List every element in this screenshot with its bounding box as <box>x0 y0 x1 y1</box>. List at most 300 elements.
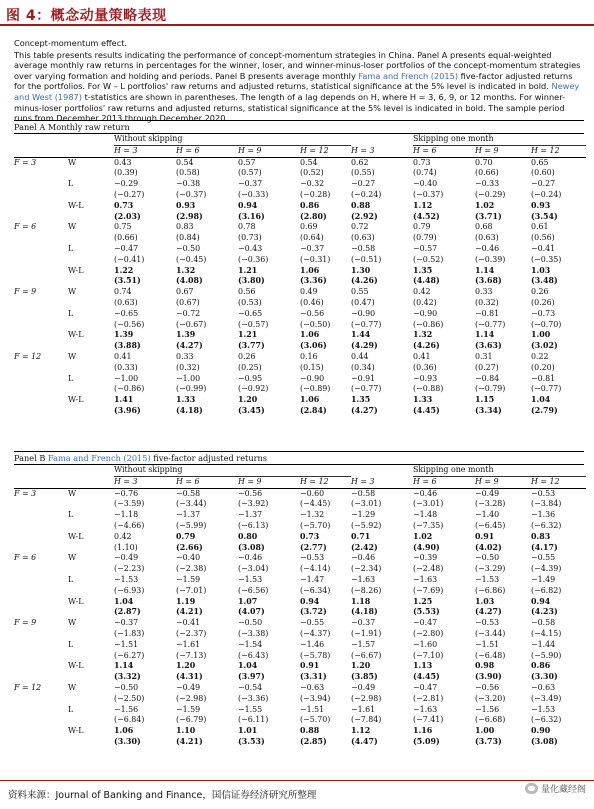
blank-cell <box>68 134 114 145</box>
t-statistic: (0.52) <box>300 168 324 178</box>
t-statistic: (3.08) <box>531 736 558 746</box>
return-value: 0.79 <box>413 222 431 232</box>
return-value: −1.37 <box>176 510 201 520</box>
return-value: 0.79 <box>176 531 196 541</box>
return-value: 0.68 <box>475 222 493 232</box>
t-statistic: (−0.51) <box>351 254 382 264</box>
return-value: −0.40 <box>413 179 438 189</box>
return-value: 1.15 <box>475 395 495 405</box>
t-statistic: (0.84) <box>176 233 200 243</box>
t-statistic: (−0.37) <box>176 189 207 199</box>
t-statistic: (−0.86) <box>114 384 145 394</box>
table-row <box>14 705 586 716</box>
t-statistic: (2.87) <box>114 607 141 617</box>
return-value: −0.56 <box>238 488 300 499</box>
return-value: 1.14 <box>475 265 495 275</box>
title-rule <box>0 24 594 26</box>
return-value: −1.54 <box>238 639 263 649</box>
blank-cell <box>14 629 68 640</box>
tstat-row <box>14 406 586 417</box>
t-statistic: (0.56) <box>531 233 555 243</box>
return-value: −0.93 <box>413 373 438 383</box>
return-value: 1.02 <box>475 200 495 210</box>
t-statistic: (3.54) <box>531 211 558 221</box>
t-statistic: (−1.83) <box>114 628 145 638</box>
portfolio-label: W <box>68 222 77 232</box>
return-value: −0.40 <box>176 553 201 563</box>
return-value: 0.33 <box>176 351 194 361</box>
return-value: −0.73 <box>531 308 556 318</box>
t-statistic: (−0.77) <box>475 319 506 329</box>
return-value: −1.44 <box>531 639 556 649</box>
t-statistic: (−6.13) <box>238 520 269 530</box>
panel-a-table <box>14 134 586 417</box>
return-value: −1.00 <box>176 373 201 383</box>
t-statistic: (3.32) <box>114 672 141 682</box>
t-statistic: (−0.37) <box>413 189 444 199</box>
table-row <box>14 532 586 543</box>
blank-cell <box>14 715 68 726</box>
group-label-skipping-one-month: Skipping one month <box>413 134 586 145</box>
blank-cell <box>14 363 68 374</box>
return-value: 1.35 <box>351 395 371 405</box>
blank-cell <box>68 255 114 266</box>
table-row <box>14 266 586 277</box>
return-value: −0.53 <box>300 553 325 563</box>
t-statistic: (−0.45) <box>176 254 207 264</box>
return-value: 1.01 <box>238 726 258 736</box>
table-row <box>14 374 586 385</box>
t-statistic: (−6.56) <box>238 585 269 595</box>
t-statistic: (−0.92) <box>238 384 269 394</box>
tstat-row <box>14 168 586 179</box>
t-statistic: (4.17) <box>531 542 558 552</box>
t-statistic: (0.66) <box>114 233 138 243</box>
t-statistic: (−6.34) <box>300 585 331 595</box>
blank-cell <box>14 476 68 488</box>
figure-title: 图 4：概念动量策略表现 <box>6 8 167 24</box>
blank-cell <box>68 564 114 575</box>
t-statistic: (3.31) <box>300 672 327 682</box>
table-row <box>14 222 586 233</box>
return-value: 0.98 <box>475 661 495 671</box>
return-value: −1.51 <box>114 639 139 649</box>
return-value: 0.93 <box>531 200 551 210</box>
t-statistic: (3.16) <box>238 211 265 221</box>
t-statistic: (−3.29) <box>475 564 506 574</box>
t-statistic: (−6.93) <box>114 585 145 595</box>
t-statistic: (−0.99) <box>176 384 207 394</box>
formation-period-label: F = 12 <box>14 682 42 692</box>
blank-cell <box>14 726 68 737</box>
return-value: −1.29 <box>351 510 376 520</box>
t-statistic: (3.85) <box>351 672 378 682</box>
return-value: 1.12 <box>413 200 433 210</box>
portfolio-label: W-L <box>68 596 84 606</box>
t-statistic: (−3.92) <box>238 499 269 509</box>
t-statistic: (−4.37) <box>300 628 331 638</box>
return-value: 0.42 <box>413 287 431 297</box>
return-value: 0.86 <box>531 661 551 671</box>
return-value: 0.16 <box>300 351 318 361</box>
return-value: −0.56 <box>475 682 500 692</box>
tstat-row <box>14 672 586 683</box>
t-statistic: (4.02) <box>475 542 502 552</box>
t-statistic: (3.63) <box>475 341 502 351</box>
t-statistic: (0.55) <box>351 168 375 178</box>
t-statistic: (−6.82) <box>531 585 562 595</box>
return-value: −1.56 <box>114 704 139 714</box>
portfolio-label: W <box>68 287 77 297</box>
table-row <box>14 640 586 651</box>
portfolio-label: W <box>68 682 77 692</box>
panel-a-title <box>14 120 584 134</box>
return-value: 1.12 <box>351 726 371 736</box>
t-statistic: (2.84) <box>300 405 327 415</box>
blank-cell <box>14 190 68 201</box>
return-value: 0.83 <box>531 531 551 541</box>
table-row <box>14 575 586 586</box>
t-statistic: (0.60) <box>531 168 555 178</box>
t-statistic: (4.18) <box>351 607 378 617</box>
tstat-row <box>14 276 586 287</box>
t-statistic: (−3.84) <box>531 499 562 509</box>
return-value: 0.73 <box>300 531 320 541</box>
formation-period-label: F = 6 <box>14 553 37 563</box>
return-value: 1.06 <box>300 395 320 405</box>
return-value: −0.65 <box>114 308 139 318</box>
return-value: 0.61 <box>531 222 549 232</box>
t-statistic: (−2.37) <box>176 628 207 638</box>
blank-cell <box>68 341 114 352</box>
return-value: −0.46 <box>351 553 376 563</box>
t-statistic: (4.21) <box>176 736 203 746</box>
t-statistic: (−5.92) <box>351 520 382 530</box>
t-statistic: (3.80) <box>238 276 265 286</box>
blank-cell <box>14 607 68 618</box>
t-statistic: (−3.44) <box>176 499 207 509</box>
t-statistic: (−2.98) <box>351 693 382 703</box>
blank-cell <box>14 134 68 145</box>
blank-cell <box>14 737 68 748</box>
return-value: −1.56 <box>475 704 500 714</box>
return-value: 0.31 <box>475 351 493 361</box>
blank-cell <box>68 651 114 662</box>
caption-title: Concept-momentum effect. <box>14 38 128 48</box>
return-value: −0.53 <box>475 618 500 628</box>
blank-cell <box>68 320 114 331</box>
tstat-row <box>14 629 586 640</box>
return-value: 0.93 <box>176 200 196 210</box>
return-value: −0.46 <box>238 553 263 563</box>
blank-cell <box>14 465 68 476</box>
return-value: 1.19 <box>176 596 196 606</box>
blank-cell <box>14 244 68 255</box>
return-value: −0.27 <box>351 179 376 189</box>
return-value: −0.72 <box>176 308 201 318</box>
holding-period-label: H = 3 <box>351 476 375 486</box>
t-statistic: (−6.67) <box>351 650 382 660</box>
t-statistic: (−0.88) <box>413 384 444 394</box>
return-value: 1.02 <box>413 531 433 541</box>
tstat-row <box>14 564 586 575</box>
return-value: −0.46 <box>413 488 475 499</box>
t-statistic: (−7.13) <box>176 650 207 660</box>
holding-period-label: H = 6 <box>176 145 200 155</box>
blank-cell <box>14 694 68 705</box>
t-statistic: (−0.70) <box>531 319 562 329</box>
t-statistic: (−3.44) <box>475 628 506 638</box>
t-statistic: (5.09) <box>413 736 440 746</box>
figure-title-bar <box>0 0 594 28</box>
return-value: −0.49 <box>114 553 139 563</box>
t-statistic: (−3.28) <box>475 499 506 509</box>
t-statistic: (−3.36) <box>238 693 269 703</box>
t-statistic: (−7.41) <box>413 715 444 725</box>
panel-b-title-prefix: Panel B <box>14 453 48 463</box>
citation-link-fama-french[interactable]: Fama and French (2015) <box>358 70 459 81</box>
caption-body <box>14 50 582 124</box>
blank-cell <box>14 651 68 662</box>
return-value: −0.91 <box>351 373 376 383</box>
return-value: −0.41 <box>531 243 556 253</box>
return-value: 0.88 <box>300 726 320 736</box>
blank-cell <box>68 715 114 726</box>
t-statistic: (−2.34) <box>351 564 382 574</box>
t-statistic: (−0.67) <box>176 319 207 329</box>
tstat-row <box>14 255 586 266</box>
t-statistic: (−3.01) <box>413 499 444 509</box>
portfolio-label: W-L <box>68 726 84 736</box>
t-statistic: (3.30) <box>114 736 141 746</box>
t-statistic: (0.46) <box>300 297 324 307</box>
t-statistic: (0.73) <box>238 233 262 243</box>
blank-cell <box>14 532 68 543</box>
t-statistic: (2.42) <box>351 542 378 552</box>
blank-cell <box>351 465 413 476</box>
return-value: −0.57 <box>413 243 438 253</box>
blank-cell <box>68 276 114 287</box>
table-row <box>14 352 586 363</box>
panel-b-table <box>14 465 586 748</box>
t-statistic: (4.21) <box>176 607 203 617</box>
source-note: 资料来源：Journal of Banking and Finance，国信证券经济研究所整理 <box>8 790 317 801</box>
t-statistic: (0.66) <box>475 168 499 178</box>
holding-period-label: H = 6 <box>413 476 437 486</box>
t-statistic: (−6.27) <box>114 650 145 660</box>
t-statistic: (4.48) <box>413 276 440 286</box>
formation-period-label: F = 3 <box>14 488 68 499</box>
t-statistic: (−0.50) <box>300 319 331 329</box>
blank-cell <box>14 521 68 532</box>
blank-cell <box>68 521 114 532</box>
t-statistic: (−3.94) <box>300 693 331 703</box>
blank-cell <box>14 672 68 683</box>
watermark-text: 量化藏经阁 <box>540 785 586 795</box>
return-value: 1.44 <box>351 330 371 340</box>
tstat-row <box>14 384 586 395</box>
t-statistic: (3.77) <box>238 341 265 351</box>
return-value: −1.53 <box>114 574 139 584</box>
t-statistic: (−2.50) <box>114 693 145 703</box>
table-row <box>14 597 586 608</box>
return-value: 1.33 <box>413 395 433 405</box>
t-statistic: (0.63) <box>475 233 499 243</box>
portfolio-label: W-L <box>68 531 84 541</box>
return-value: −1.40 <box>475 510 500 520</box>
t-statistic: (−7.84) <box>351 715 382 725</box>
t-statistic: (−0.27) <box>114 189 145 199</box>
t-statistic: (0.27) <box>475 362 499 372</box>
t-statistic: (4.26) <box>351 276 378 286</box>
return-value: 1.22 <box>114 265 134 275</box>
tstat-row <box>14 298 586 309</box>
return-value: −0.46 <box>475 243 500 253</box>
formation-period-label: F = 12 <box>14 351 42 361</box>
return-value: −0.90 <box>413 308 438 318</box>
holding-period-label: H = 6 <box>413 145 437 155</box>
return-value: 0.26 <box>238 351 256 361</box>
group-header-row <box>14 465 586 476</box>
t-statistic: (3.72) <box>300 607 327 617</box>
t-statistic: (0.15) <box>300 362 324 372</box>
blank-cell <box>14 233 68 244</box>
return-value: −0.84 <box>475 373 500 383</box>
t-statistic: (3.45) <box>238 405 265 415</box>
tstat-row <box>14 607 586 618</box>
return-value: −0.55 <box>300 618 325 628</box>
t-statistic: (−2.80) <box>413 628 444 638</box>
return-value: −0.49 <box>176 682 201 692</box>
t-statistic: (0.36) <box>413 362 437 372</box>
return-value: 0.70 <box>475 157 531 168</box>
table-row <box>14 395 586 406</box>
tstat-row <box>14 233 586 244</box>
return-value: −1.47 <box>300 574 325 584</box>
return-value: −0.95 <box>238 373 263 383</box>
return-value: −0.38 <box>176 179 201 189</box>
return-value: 0.54 <box>300 157 351 168</box>
return-value: −1.60 <box>413 639 438 649</box>
blank-cell <box>14 168 68 179</box>
return-value: 1.18 <box>351 596 371 606</box>
t-statistic: (−5.70) <box>300 520 331 530</box>
t-statistic: (−1.91) <box>351 628 382 638</box>
t-statistic: (2.79) <box>531 405 558 415</box>
return-value: 1.06 <box>114 726 134 736</box>
return-value: −0.90 <box>351 308 376 318</box>
return-value: −0.29 <box>114 179 139 189</box>
tstat-row <box>14 586 586 597</box>
tstat-row <box>14 190 586 201</box>
return-value: 1.20 <box>351 661 371 671</box>
return-value: −1.51 <box>475 639 500 649</box>
blank-cell <box>14 179 68 190</box>
return-value: 1.20 <box>176 661 196 671</box>
blank-cell <box>68 629 114 640</box>
holding-period-label: H = 3 <box>114 145 138 155</box>
t-statistic: (4.45) <box>413 405 440 415</box>
return-value: 0.67 <box>176 287 194 297</box>
blank-cell <box>14 255 68 266</box>
t-statistic: (−4.15) <box>531 628 562 638</box>
return-value: −1.32 <box>300 510 325 520</box>
tstat-row <box>14 320 586 331</box>
blank-cell <box>14 384 68 395</box>
t-statistic: (2.92) <box>351 211 378 221</box>
return-value: 0.74 <box>114 287 132 297</box>
return-value: 1.21 <box>238 265 258 275</box>
t-statistic: (3.90) <box>475 672 502 682</box>
t-statistic: (0.74) <box>413 168 437 178</box>
portfolio-label: L <box>68 308 74 318</box>
t-statistic: (0.26) <box>531 297 555 307</box>
return-value: 1.35 <box>413 265 433 275</box>
return-value: 0.41 <box>114 351 132 361</box>
t-statistic: (−3.04) <box>238 564 269 574</box>
table-row <box>14 201 586 212</box>
tstat-row <box>14 543 586 554</box>
t-statistic: (0.20) <box>531 362 555 372</box>
watermark <box>525 782 586 795</box>
t-statistic: (4.31) <box>176 672 203 682</box>
return-value: −0.81 <box>475 308 500 318</box>
return-value: −1.53 <box>238 574 263 584</box>
tstat-row <box>14 363 586 374</box>
return-value: −0.76 <box>114 488 176 499</box>
portfolio-label: W-L <box>68 661 84 671</box>
table-row <box>14 330 586 341</box>
blank-cell <box>14 145 68 157</box>
return-value: −0.50 <box>176 243 201 253</box>
t-statistic: (3.97) <box>238 672 265 682</box>
return-value: 0.91 <box>300 661 320 671</box>
return-value: −1.37 <box>238 510 263 520</box>
t-statistic: (−4.39) <box>531 564 562 574</box>
blank-cell <box>14 564 68 575</box>
blank-cell <box>14 212 68 223</box>
return-value: −0.37 <box>300 243 325 253</box>
return-value: −0.43 <box>238 243 263 253</box>
citation-link-newey-west[interactable]: Newey and West (1987) <box>14 81 580 102</box>
return-value: 0.22 <box>531 351 549 361</box>
t-statistic: (4.07) <box>238 607 265 617</box>
blank-cell <box>68 363 114 374</box>
blank-cell <box>14 597 68 608</box>
citation-link-fama-french-b[interactable]: Fama and French (2015) <box>47 453 151 463</box>
return-value: −0.47 <box>413 618 438 628</box>
t-statistic: (3.73) <box>475 736 502 746</box>
t-statistic: (2.03) <box>114 211 141 221</box>
return-value: 0.55 <box>351 287 369 297</box>
return-value: 0.86 <box>300 200 320 210</box>
t-statistic: (4.23) <box>531 607 558 617</box>
t-statistic: (−6.86) <box>475 585 506 595</box>
t-statistic: (−0.89) <box>300 384 331 394</box>
table-row <box>14 553 586 564</box>
t-statistic: (0.32) <box>176 362 200 372</box>
return-value: −0.37 <box>351 618 376 628</box>
t-statistic: (2.80) <box>300 211 327 221</box>
return-value: 1.25 <box>413 596 433 606</box>
blank-cell <box>14 201 68 212</box>
t-statistic: (−5.90) <box>531 650 562 660</box>
return-value: −0.55 <box>531 553 556 563</box>
table-row <box>14 179 586 190</box>
blank-cell <box>68 607 114 618</box>
t-statistic: (4.26) <box>413 341 440 351</box>
return-value: −0.37 <box>114 618 139 628</box>
